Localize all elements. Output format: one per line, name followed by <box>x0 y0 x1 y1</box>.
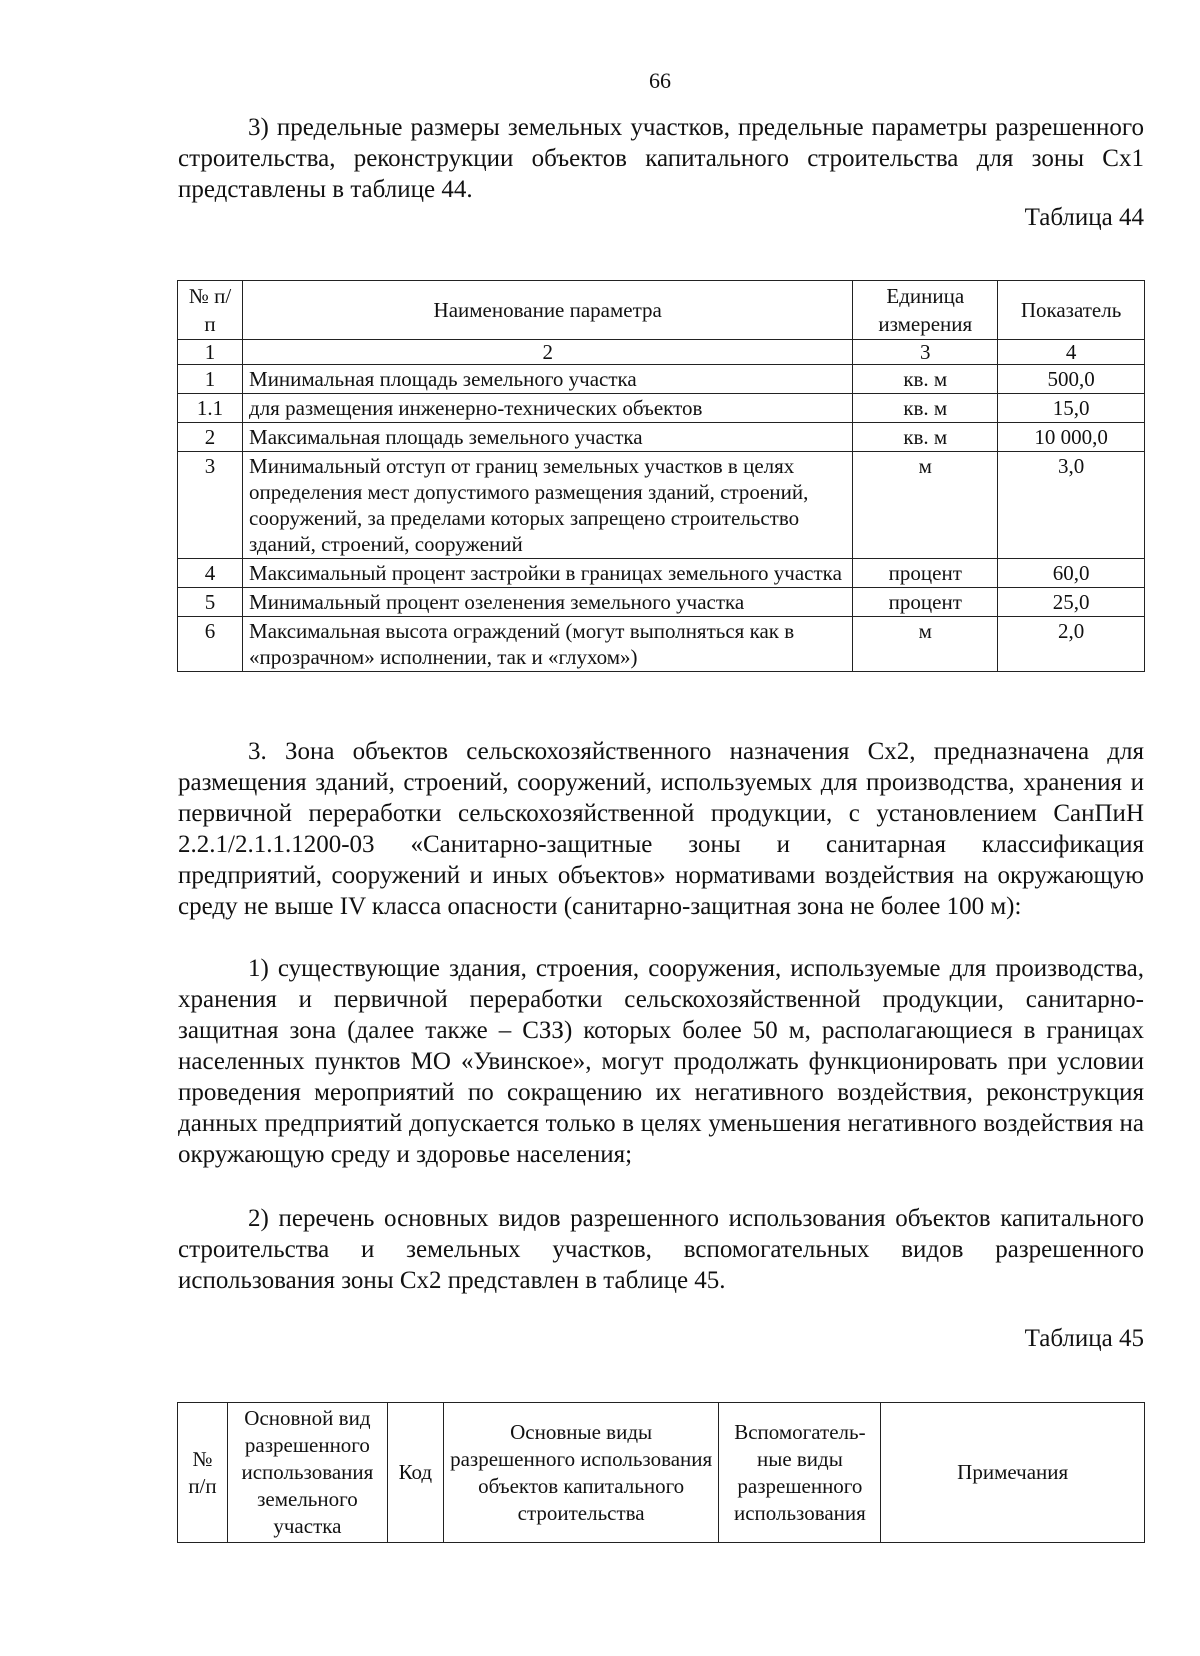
parameter-name: Минимальный отступ от границ земельных участков в целях определения мест допустимого размещения зданий, строений, сооружений, за пределами которых запрещено строительство зданий, строений, сооружений <box>243 452 853 559</box>
table-row <box>178 617 1145 672</box>
table-45-header-row <box>178 1403 1145 1543</box>
unit: м <box>853 452 998 559</box>
index-cell: 1 <box>178 340 243 365</box>
row-number: 1 <box>178 365 243 394</box>
header-notes: Примечания <box>881 1403 1145 1543</box>
header-number: № п/п <box>178 1403 228 1543</box>
table-44-header-row <box>178 281 1145 340</box>
header-number: № п/п <box>178 281 243 340</box>
row-number: 6 <box>178 617 243 672</box>
value: 15,0 <box>998 394 1145 423</box>
parameter-name: Максимальная площадь земельного участка <box>243 423 853 452</box>
header-auxiliary-use: Вспомогатель-ные виды разрешенного использования <box>719 1403 881 1543</box>
value: 10 000,0 <box>998 423 1145 452</box>
table-row <box>178 452 1145 559</box>
value: 500,0 <box>998 365 1145 394</box>
unit: кв. м <box>853 423 998 452</box>
row-number: 2 <box>178 423 243 452</box>
value: 2,0 <box>998 617 1145 672</box>
table-45 <box>177 1402 1145 1543</box>
unit: процент <box>853 559 998 588</box>
zone-cx2-paragraph: 3. Зона объектов сельскохозяйственного назначения Сх2, предназначена для размещения зданий, строений, сооружений, используемых для производства, хранения и первичной переработки сельскохозяйственной продукции, с установлением СанПиН 2.2.1/2.1.1.1200-03 «Санитарно-защитные зоны и санитарная классификация предприятий, сооружений и иных объектов» нормативами воздействия на окружающую среду не выше IV класса опасности (санитарно-защитная зона не более 100 м): <box>178 738 1144 920</box>
parameter-name: Максимальная высота ограждений (могут выполняться как в «прозрачном» исполнении, так и «глухом») <box>243 617 853 672</box>
table-44-index-row <box>178 340 1145 365</box>
table-row <box>178 394 1145 423</box>
row-number: 1.1 <box>178 394 243 423</box>
page-number: 66 <box>649 68 671 93</box>
row-number: 4 <box>178 559 243 588</box>
table-45-caption: Таблица 45 <box>1024 1325 1144 1352</box>
index-cell: 2 <box>243 340 853 365</box>
table-row <box>178 365 1145 394</box>
row-number: 3 <box>178 452 243 559</box>
value: 25,0 <box>998 588 1145 617</box>
table-44-caption: Таблица 44 <box>1024 204 1144 231</box>
parameter-name: для размещения инженерно-технических объектов <box>243 394 853 423</box>
parameter-name: Максимальный процент застройки в границах земельного участка <box>243 559 853 588</box>
header-unit: Единица измерения <box>853 281 998 340</box>
intro-paragraph: 3) предельные размеры земельных участков, предельные параметры разрешенного строительства, реконструкции объектов капитального строительства для зоны Сх1 представлены в таблице 44. <box>178 114 1144 203</box>
item-1-paragraph: 1) существующие здания, строения, сооружения, используемые для производства, хранения и первичной переработки сельскохозяйственной продукции, санитарно-защитная зона (далее также – СЗЗ) которых более 50 м, располагающиеся в границах населенных пунктов МО «Увинское», могут продолжать функционировать при условии проведения мероприятий по сокращению их негативного воздействия, реконструкция данных предприятий допускается только в целях уменьшения негативного воздействия на окружающую среду и здоровье населения; <box>178 955 1144 1168</box>
unit: процент <box>853 588 998 617</box>
unit: кв. м <box>853 365 998 394</box>
value: 60,0 <box>998 559 1145 588</box>
header-main-land-use: Основной вид разрешенного использования земельного участка <box>227 1403 387 1543</box>
unit: м <box>853 617 998 672</box>
header-code: Код <box>387 1403 443 1543</box>
table-row <box>178 559 1145 588</box>
header-value: Показатель <box>998 281 1145 340</box>
value: 3,0 <box>998 452 1145 559</box>
table-row <box>178 423 1145 452</box>
index-cell: 4 <box>998 340 1145 365</box>
table-44 <box>177 280 1145 672</box>
index-cell: 3 <box>853 340 998 365</box>
unit: кв. м <box>853 394 998 423</box>
row-number: 5 <box>178 588 243 617</box>
header-parameter-name: Наименование параметра <box>243 281 853 340</box>
header-main-building-use: Основные виды разрешенного использования объектов капитального строительства <box>443 1403 719 1543</box>
parameter-name: Минимальная площадь земельного участка <box>243 365 853 394</box>
table-row <box>178 588 1145 617</box>
item-2-paragraph: 2) перечень основных видов разрешенного использования объектов капитального строительства и земельных участков, вспомогательных видов разрешенного использования зоны Сх2 представлен в таблице 45. <box>178 1205 1144 1294</box>
parameter-name: Минимальный процент озеленения земельного участка <box>243 588 853 617</box>
